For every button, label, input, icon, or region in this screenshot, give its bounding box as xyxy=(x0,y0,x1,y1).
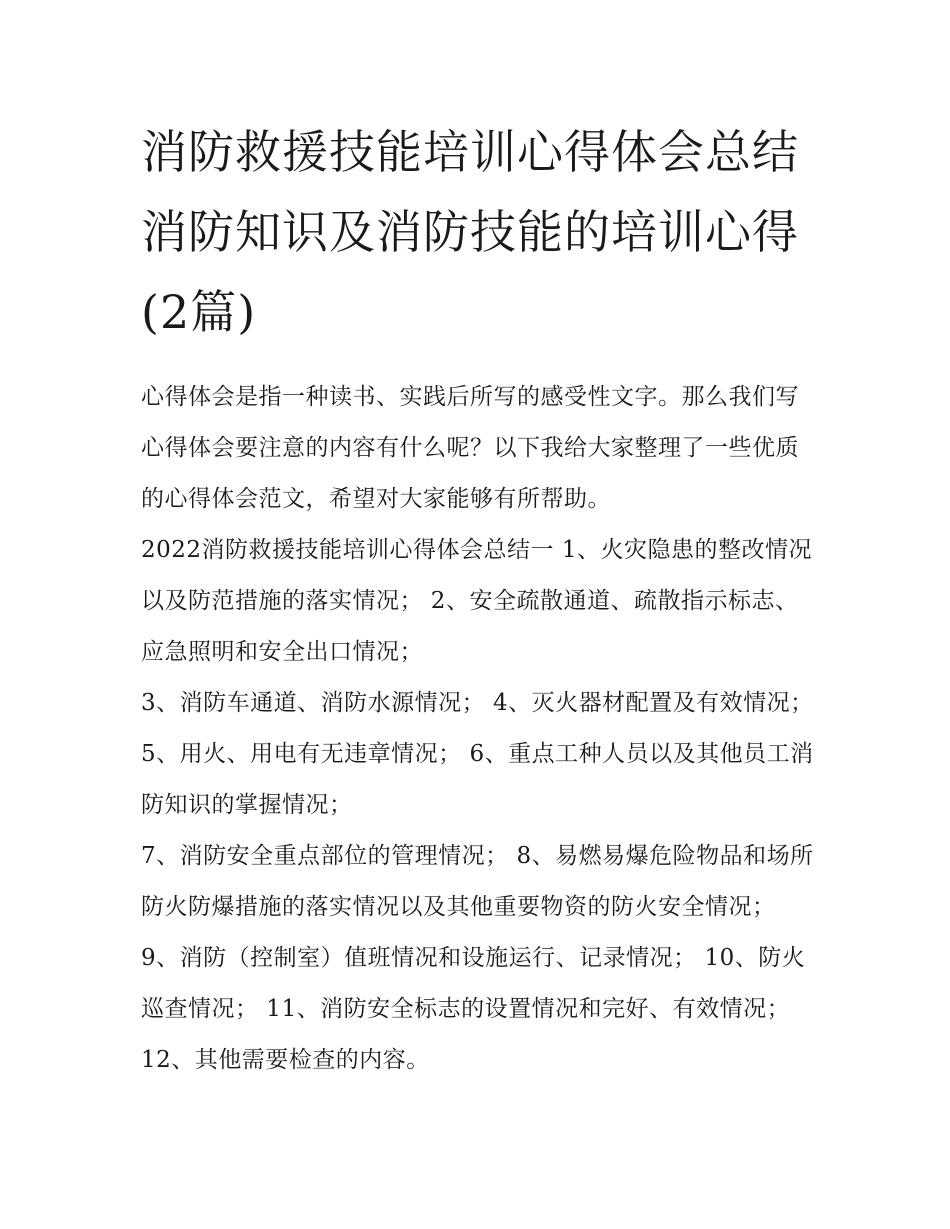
body-paragraph: 3、消防车通道、消防水源情况； 4、灭火器材配置及有效情况； 5、用火、用电有无违章情况； 6、重点工种人员以及其他员工消防知识的掌握情况； xyxy=(141,690,814,818)
body-paragraph: 7、消防安全重点部位的管理情况； 8、易燃易爆危险物品和场所防火防爆措施的落实情况以及其他重要物资的防火安全情况； xyxy=(141,843,814,920)
body-paragraph: 9、消防（控制室）值班情况和设施运行、记录情况； 10、防火巡查情况； 11、消防安全标志的设置情况和完好、有效情况； 12、其他需要检查的内容。 xyxy=(141,945,806,1073)
body-paragraph: 2022消防救援技能培训心得体会总结一 1、火灾隐患的整改情况以及防范措施的落实情况； 2、安全疏散通道、疏散指示标志、应急照明和安全出口情况； xyxy=(141,537,812,665)
intro-paragraph: 心得体会是指一种读书、实践后所写的感受性文字。那么我们写心得体会要注意的内容有什么呢？以下我给大家整理了一些优质的心得体会范文，希望对大家能够有所帮助。 xyxy=(141,384,799,512)
document-title: 消防救援技能培训心得体会总结 消防知识及消防技能的培训心得(2篇) xyxy=(141,125,799,339)
document-page xyxy=(141,112,821,1086)
